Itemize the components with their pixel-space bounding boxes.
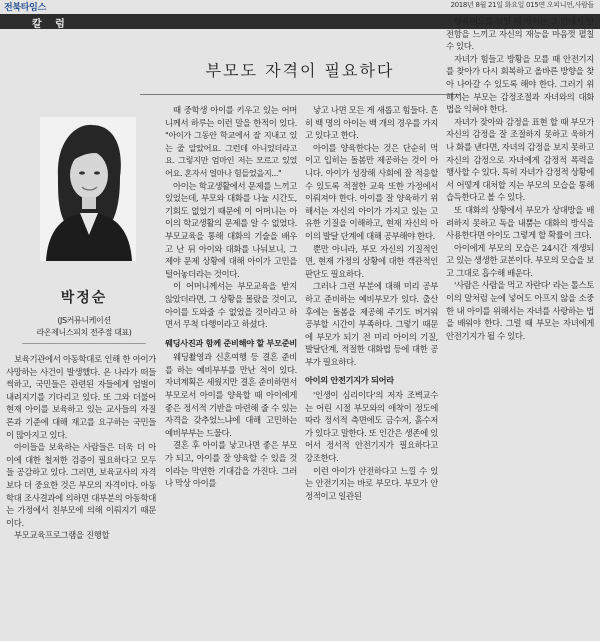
paragraph: 또 대화의 상황에서 부모가 상대방을 배려하지 못하고 독을 내뿜는 대화의 방식을 사용한다면 아이도 그렇게 할 확률이 크다.: [446, 204, 594, 241]
article-headline: 부모도 자격이 필요하다: [205, 61, 395, 80]
headline-divider: [140, 94, 460, 95]
paragraph: 부모교육프로그램을 진행할: [14, 530, 110, 541]
paragraph: 자녀가 힘들고 방황을 모를 때 안전기지를 찾아가 다시 회복하고 올바른 방향을 찾아 나아갈 수 있도록 해야 한다. 그러기 위해서는 부모는 감정조절과 자녀와의 대화법을 익혀야 한다.: [446, 53, 594, 115]
paragraph: 결혼 후 아이를 낳고나면 좋은 부모가 되고, 아이를 잘 양육할 수 있을 것이라는 막연한 기대감을 가진다. 그러나 막상 아이를: [165, 440, 297, 489]
paragraph: 보육기관에서 아동학대로 인해 한 아이가 사망하는 사건이 발생했다. 온 나라가 떠들썩하고, 국민들은 관련된 자들에게 엄벌이 내려지기를 기다리고 있다. 또 그와 더불어 현재 아이를 보육하고 있는 교사들의 자질론과 기준에 대해 재고를 요구하는 국민들이 많아지고 있다.: [6, 354, 156, 440]
author-name: 박정순: [60, 290, 108, 306]
subheading: 아이의 안전기지가 되어라: [305, 375, 394, 386]
subheading: 웨딩사진과 함께 준비해야 할 부모준비: [165, 337, 297, 348]
paragraph: 그러나 그런 부분에 대해 미리 공부하고 준비하는 예비부모가 있다. 출산 후에는 돌봄을 제공해 주기도 버거워 공부할 시간이 부족하다. 그렇기 때문에 부모가 되기 전 미리 아이의 기질, 발달단계, 적절한 대화법 등에 대한 공부가 필요하다.: [305, 281, 438, 367]
paragraph: '인생이 심리이다'의 저자 조벽교수는 어린 시절 부모와의 애착이 정도에 따라 정서적 측면에도 금수저, 흙수저가 있다고 말한다. 또 인간은 생존에 있어서 정서적 안전기지가 필요하다고 강조한다.: [305, 390, 438, 464]
paragraph: 아이에게 부모의 모습은 24시간 재생되고 있는 생생한 교본이다. 부모의 모습을 보고 그대로 흡수해 배운다.: [446, 242, 594, 278]
author-affiliation-line2: 라온제니스피치 전주점 대표): [36, 328, 132, 337]
edition-info: 2018년 8월 21일 화요일 015면 오피니언,사람들: [450, 1, 594, 9]
column-2: [165, 104, 297, 639]
column-3: [305, 104, 438, 639]
paragraph: [165, 104, 297, 180]
paragraph: 이런 아이가 안전하다고 느낄 수 있는 안전기지는 바로 부모다. 부모가 안정적이고 일관된: [305, 465, 438, 501]
paragraph: '사람은 사람을 먹고 자란다' 라는 톨스토이의 말처럼 눈에 넣어도 아프지 않을 소중한 내 아이를 위해서는 자녀를 사랑하는 법을 배워야 한다. 그럴 때 부모는 자녀에게 안전기지가 될 수 있다.: [446, 280, 594, 341]
paragraph: 아이들을 보육하는 사람들은 더욱 더 아이에 대한 철저한 검증이 필요하다고 모두들 공감하고 있다. 그러면, 보육교사의 자격보다 더 중요한 것은 부모의 자격이다. 아동학대 조사결과에 의하면 대부분의 아동학대는 가정에서 친부모에 의해 이뤄지기 때문이다.: [6, 442, 156, 528]
paragraph: 양육태도를 보일 때 아이는 그 안에서 안전함을 느끼고 자신의 재능을 마음껏 펼칠 수 있다.: [446, 16, 594, 52]
paragraph: 아이를 양육한다는 것은 단순히 먹이고 입히는 돌봄만 제공하는 것이 아니다. 아이가 성장해 사회에 잘 적응할 수 있도록 적절한 교육 또한 가정에서 이뤄져야 한다. 아이를 잘 양육하기 위해서는 자신의 아이가 가지고 있는 고유한 기질을 이해하고, 현재 자신의 아이의 발달 단계에 대해 공부해야 한다.: [305, 142, 438, 241]
paragraph: 이 어머니께서는 부모교육을 받지 않았더라면, 그 상황을 몰랐을 것이고, 아이를 도와줄 수 없었을 것이라고 하면서 무척 다행이라고 하셨다.: [165, 281, 297, 330]
affiliation-divider: [22, 343, 146, 344]
paragraph: 웨딩촬영과 신혼여행 등 결혼 준비를 하는 예비부부를 만난 적이 있다. 자녀계획은 세웠지만 결혼 준비하면서 부모로서 아이를 양육할 때 아이에게 좋은 정서적 기반을 마련해 줄 수 있는 자격을 갖추었느냐에 대해 고민하는 예비부부는 드물다.: [165, 352, 297, 438]
masthead-logo: 전북타임스: [4, 3, 46, 13]
paragraph: 뿐만 아니라, 부모 자신의 기질적인 면, 현재 가정의 상황에 대한 객관적인 판단도 필요하다.: [305, 243, 438, 279]
top-bar: [0, 0, 600, 12]
paragraph-text: 때 중학생 아이를 키우고 있는 어머니께서 하루는 이런 말을 한적이 있다.: [165, 105, 297, 128]
section-label: 칼 럼: [32, 19, 70, 30]
parent-quote: "아이가 그동안 학교에서 잘 지내고 있는 줄 알았어요. 그런데 아니었더라고요. 그렇지만 엄마인 저는 모르고 있었어요. 혼자서 얼마나 힘들었을지...": [165, 130, 297, 178]
author-affiliation-line1: (JS커뮤니케이션: [57, 316, 111, 325]
column-4: [446, 15, 594, 639]
paragraph: 아이는 학교생활에서 문제를 느끼고 있었는데, 부모와 대화를 나눌 시간도, 기회도 없었기 때문에 이 어머니는 아이의 학교생활의 문제를 알 수 없었다. 부모교육을 통해 대화의 기술을 배우고 난 뒤 아이와 대화를 나눠보니, 그제야 문제 상황에 대해 아이가 고민을 털어놓더라는 것이다.: [165, 180, 297, 279]
author-portrait: [40, 117, 136, 261]
column-1: [6, 353, 156, 639]
paragraph: 자녀가 잦아와 감정을 표현 할 때 부모가 자신의 감정을 잘 조절하지 못하고 욱하거나 화를 낸다면, 자녀의 감정을 보지 못하고 자신의 감정으로 자녀에게 감정적 폭력을 행사할 수 있다. 특히 자녀가 감정적 상황에서 어떻게 대처할 지는 부모의 모습을 통해 습득한다고 볼 수 있다.: [446, 116, 594, 203]
paragraph: 낳고 나면 모든 게 새롭고 힘들다. 흔히 백 명의 아이는 백 개의 경우를 가지고 있다고 한다.: [305, 105, 438, 141]
